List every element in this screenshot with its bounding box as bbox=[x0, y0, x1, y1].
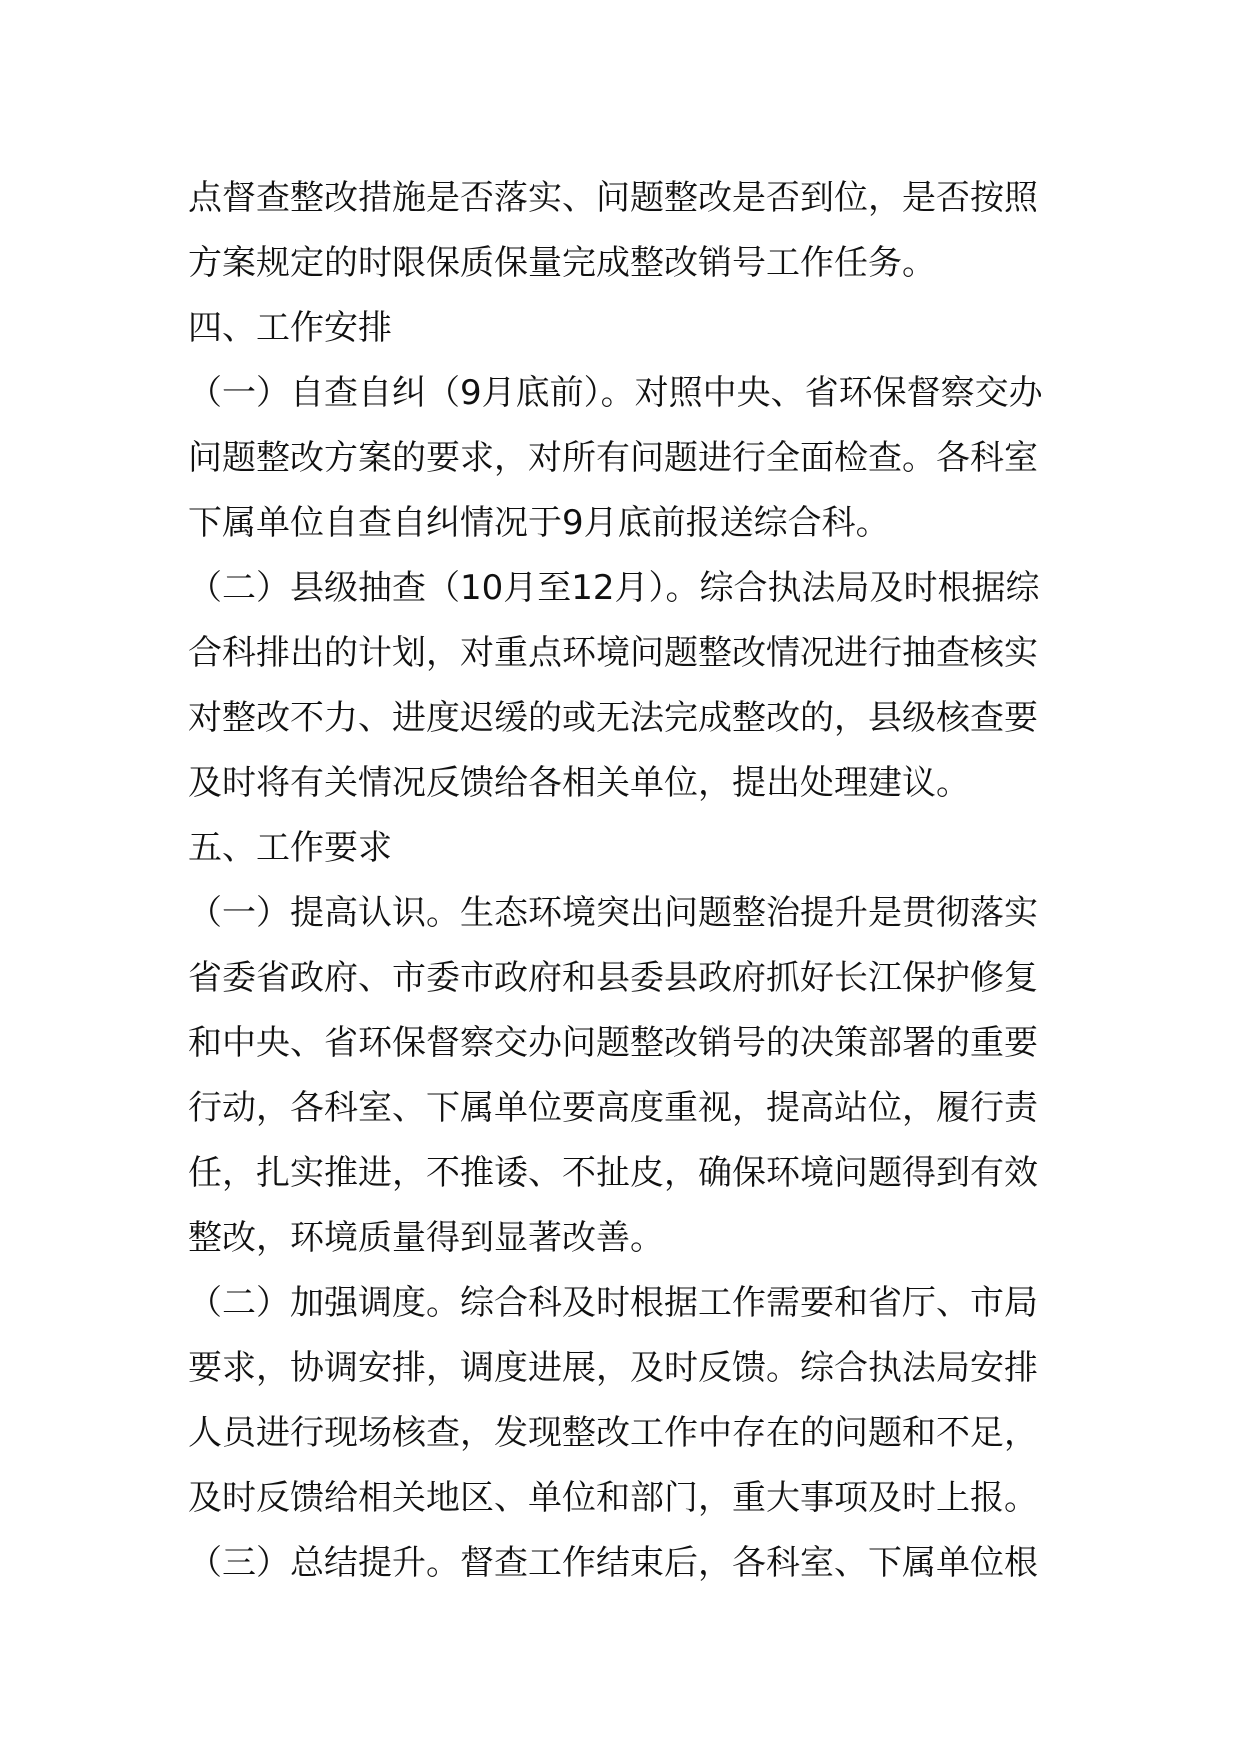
body-line-13: 省委省政府、市委市政府和县委县政府抓好长江保护修复 bbox=[188, 958, 1038, 998]
body-line-7: （二）县级抽查（10月至12月）。综合执法局及时根据综 bbox=[188, 568, 1040, 608]
body-line-17: 整改，环境质量得到显著改善。 bbox=[188, 1218, 664, 1258]
body-line-20: 人员进行现场核查，发现整改工作中存在的问题和不足， bbox=[188, 1413, 1038, 1453]
body-line-5: 问题整改方案的要求，对所有问题进行全面检查。各科室 bbox=[188, 438, 1038, 478]
section-heading-work-arrangement: 四、工作安排 bbox=[188, 308, 392, 348]
body-line-9: 对整改不力、进度迟缓的或无法完成整改的，县级核查要 bbox=[188, 698, 1038, 738]
body-line-19: 要求，协调安排，调度进展，及时反馈。综合执法局安排 bbox=[188, 1348, 1038, 1388]
body-line-10: 及时将有关情况反馈给各相关单位，提出处理建议。 bbox=[188, 763, 970, 803]
body-line-21: 及时反馈给相关地区、单位和部门，重大事项及时上报。 bbox=[188, 1478, 1038, 1518]
body-line-4: （一）自查自纠（9月底前）。对照中央、省环保督察交办 bbox=[188, 373, 1043, 413]
body-line-1: 点督查整改措施是否落实、问题整改是否到位，是否按照 bbox=[188, 178, 1038, 218]
body-line-15: 行动，各科室、下属单位要高度重视，提高站位，履行责 bbox=[188, 1088, 1038, 1128]
document-body bbox=[188, 166, 1063, 1596]
body-line-18: （二）加强调度。综合科及时根据工作需要和省厅、市局 bbox=[188, 1283, 1038, 1323]
body-line-2: 方案规定的时限保质保量完成整改销号工作任务。 bbox=[188, 243, 936, 283]
body-line-14: 和中央、省环保督察交办问题整改销号的决策部署的重要 bbox=[188, 1023, 1038, 1063]
body-line-8: 合科排出的计划，对重点环境问题整改情况进行抽查核实 bbox=[188, 633, 1038, 673]
body-line-16: 任，扎实推进，不推诿、不扯皮，确保环境问题得到有效 bbox=[188, 1153, 1038, 1193]
body-line-22: （三）总结提升。督查工作结束后，各科室、下属单位根 bbox=[188, 1543, 1038, 1583]
section-heading-work-requirements: 五、工作要求 bbox=[188, 828, 392, 868]
body-line-12: （一）提高认识。生态环境突出问题整治提升是贯彻落实 bbox=[188, 893, 1038, 933]
body-line-6: 下属单位自查自纠情况于9月底前报送综合科。 bbox=[188, 503, 890, 543]
